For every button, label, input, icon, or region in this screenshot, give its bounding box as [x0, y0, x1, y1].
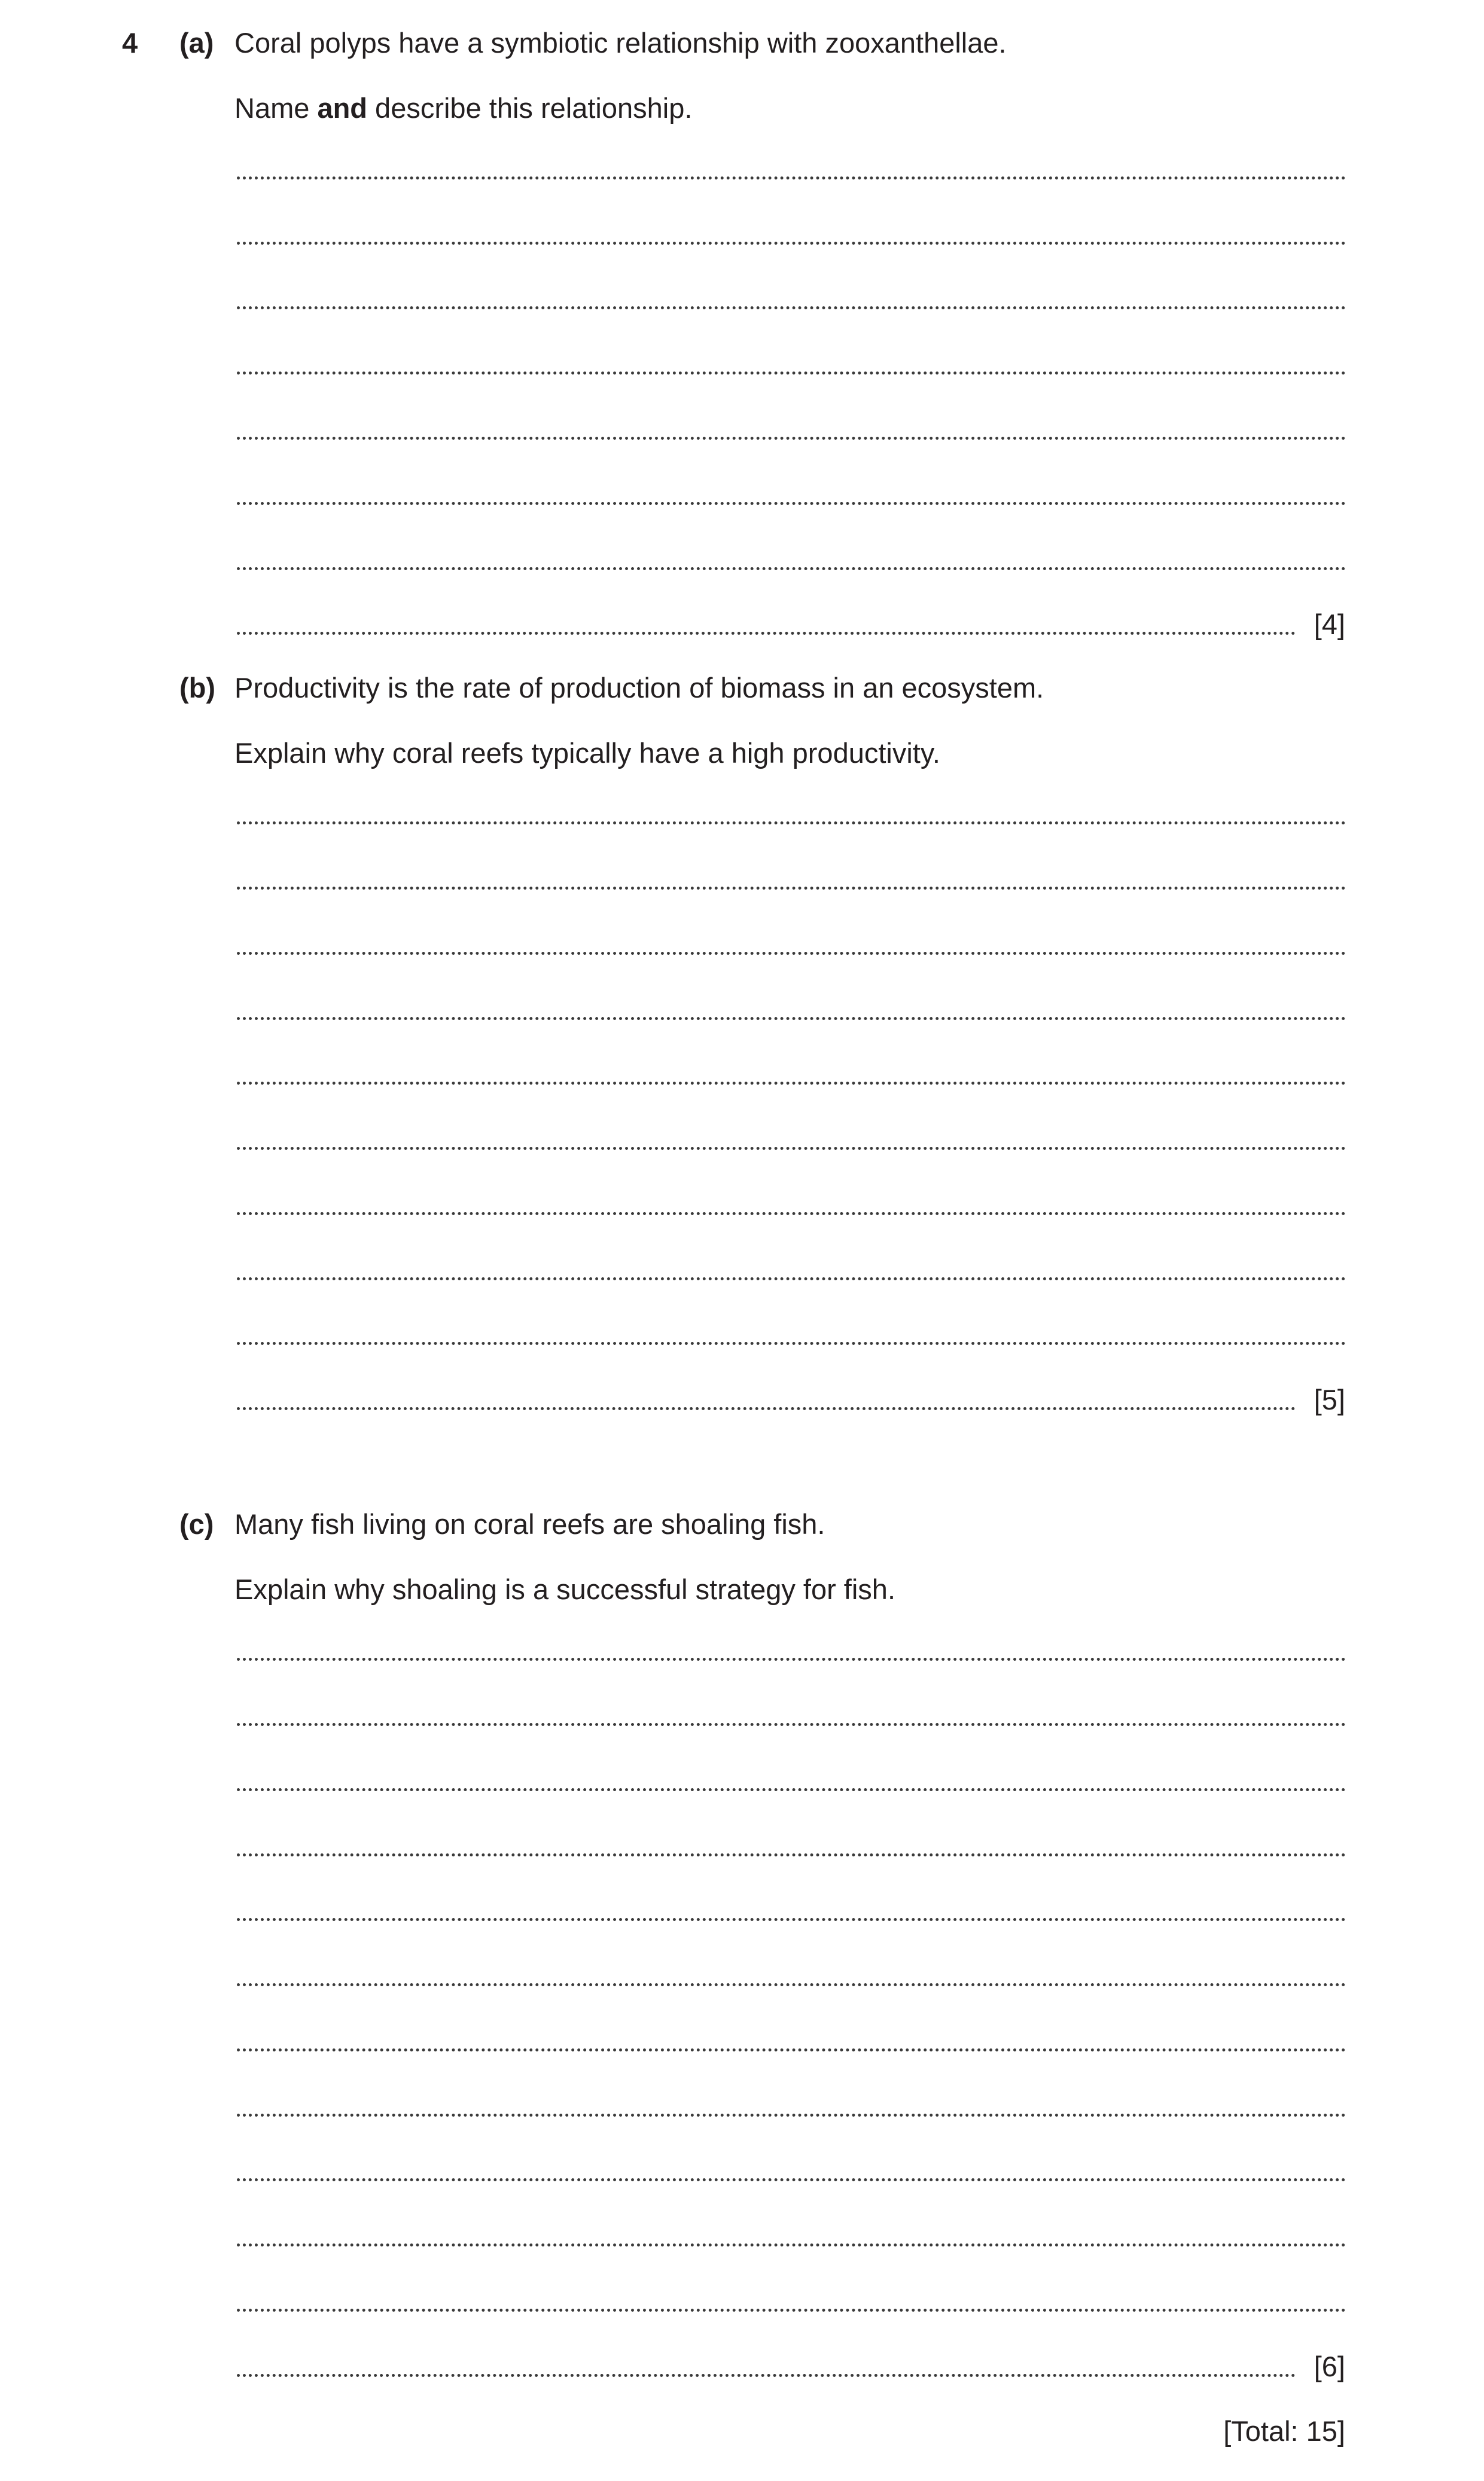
answer-line[interactable]: [237, 2243, 1346, 2246]
answer-line[interactable]: [237, 952, 1346, 955]
answer-line[interactable]: [237, 1082, 1346, 1085]
answer-line[interactable]: [237, 1723, 1346, 1726]
answer-line[interactable]: [237, 1983, 1346, 1986]
total-marks: [Total: 15]: [1223, 2415, 1345, 2447]
part-c-instruction: Explain why shoaling is a successful strategy for fish.: [234, 1573, 896, 1605]
part-a-instruction: [234, 92, 692, 125]
part-a-label: (a): [179, 27, 214, 59]
part-a-instruction-pre: Name: [234, 92, 318, 124]
answer-line[interactable]: [237, 502, 1346, 505]
answer-line[interactable]: [237, 242, 1346, 245]
part-c-marks: [6]: [1314, 2351, 1345, 2382]
answer-line[interactable]: [237, 1918, 1346, 1921]
answer-line[interactable]: [237, 1853, 1346, 1856]
answer-line[interactable]: [237, 1212, 1346, 1215]
part-b-instruction: Explain why coral reefs typically have a high productivity.: [234, 737, 940, 769]
answer-line[interactable]: [237, 2178, 1346, 2181]
answer-line[interactable]: [237, 176, 1346, 179]
answer-line[interactable]: [237, 887, 1346, 890]
answer-line[interactable]: [237, 1147, 1346, 1150]
part-a-marks: [4]: [1314, 608, 1345, 640]
answer-line[interactable]: [237, 1658, 1346, 1661]
answer-line[interactable]: [237, 2114, 1346, 2117]
part-c-stem: Many fish living on coral reefs are shoaling fish.: [234, 1508, 825, 1540]
answer-line[interactable]: [237, 632, 1296, 635]
part-b-label: (b): [179, 672, 216, 704]
part-b-marks: [5]: [1314, 1384, 1345, 1415]
part-a-instruction-bold: and: [317, 92, 367, 124]
part-a-stem: Coral polyps have a symbiotic relationship with zooxanthellae.: [234, 27, 1007, 59]
answer-line[interactable]: [237, 1407, 1296, 1410]
answer-line[interactable]: [237, 2309, 1346, 2312]
answer-line[interactable]: [237, 1342, 1346, 1345]
part-c-label: (c): [179, 1508, 214, 1540]
answer-line[interactable]: [237, 1017, 1346, 1020]
part-b-stem: Productivity is the rate of production of biomass in an ecosystem.: [234, 672, 1044, 704]
answer-line[interactable]: [237, 2048, 1346, 2051]
question-number: 4: [122, 27, 138, 59]
answer-line[interactable]: [237, 567, 1346, 570]
answer-line[interactable]: [237, 2374, 1296, 2377]
answer-line[interactable]: [237, 306, 1346, 309]
answer-line[interactable]: [237, 1788, 1346, 1791]
answer-line[interactable]: [237, 821, 1346, 824]
answer-line[interactable]: [237, 372, 1346, 375]
answer-line[interactable]: [237, 1277, 1346, 1280]
part-a-instruction-post: describe this relationship.: [367, 92, 693, 124]
answer-line[interactable]: [237, 437, 1346, 440]
